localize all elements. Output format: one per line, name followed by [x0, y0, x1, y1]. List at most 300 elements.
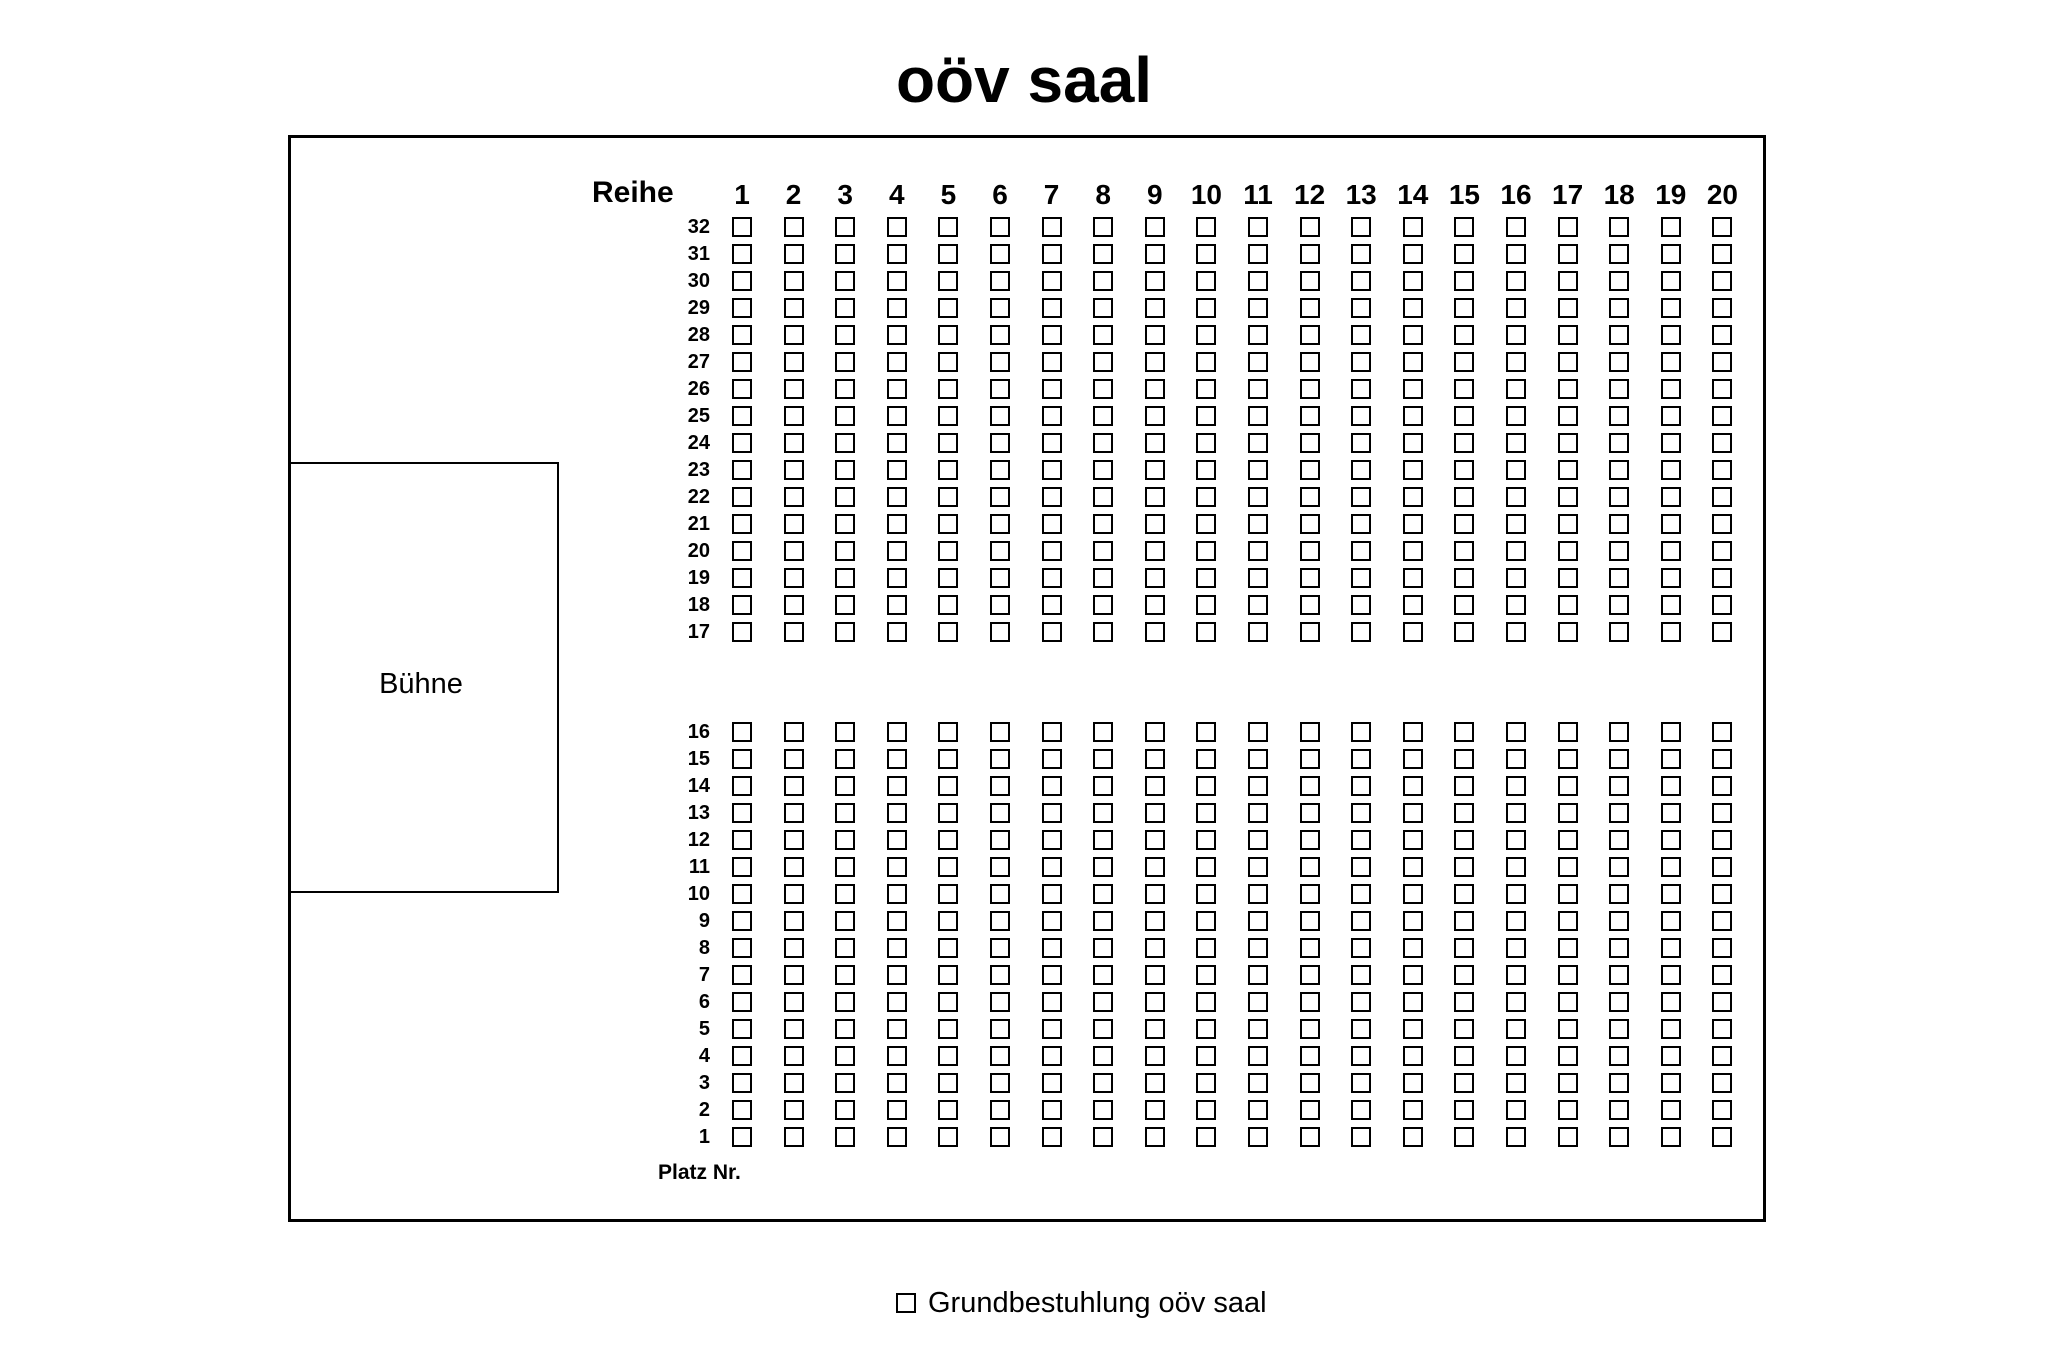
seat-row-28-col-6[interactable] [990, 325, 1010, 345]
seat-row-29-col-11[interactable] [1248, 298, 1268, 318]
seat-row-12-col-2[interactable] [784, 830, 804, 850]
seat-row-2-col-3[interactable] [835, 1100, 855, 1120]
seat-row-26-col-18[interactable] [1609, 379, 1629, 399]
seat-row-11-col-10[interactable] [1196, 857, 1216, 877]
seat-row-10-col-7[interactable] [1042, 884, 1062, 904]
seat-row-11-col-9[interactable] [1145, 857, 1165, 877]
seat-row-9-col-12[interactable] [1300, 911, 1320, 931]
seat-row-17-col-9[interactable] [1145, 622, 1165, 642]
seat-row-17-col-18[interactable] [1609, 622, 1629, 642]
seat-row-17-col-16[interactable] [1506, 622, 1526, 642]
seat-row-19-col-11[interactable] [1248, 568, 1268, 588]
seat-row-30-col-14[interactable] [1403, 271, 1423, 291]
seat-row-19-col-9[interactable] [1145, 568, 1165, 588]
seat-row-1-col-18[interactable] [1609, 1127, 1629, 1147]
seat-row-10-col-12[interactable] [1300, 884, 1320, 904]
seat-row-10-col-14[interactable] [1403, 884, 1423, 904]
seat-row-2-col-16[interactable] [1506, 1100, 1526, 1120]
seat-row-11-col-6[interactable] [990, 857, 1010, 877]
seat-row-1-col-20[interactable] [1712, 1127, 1732, 1147]
seat-row-21-col-16[interactable] [1506, 514, 1526, 534]
seat-row-6-col-8[interactable] [1093, 992, 1113, 1012]
seat-row-29-col-7[interactable] [1042, 298, 1062, 318]
seat-row-21-col-8[interactable] [1093, 514, 1113, 534]
seat-row-31-col-3[interactable] [835, 244, 855, 264]
seat-row-11-col-14[interactable] [1403, 857, 1423, 877]
seat-row-23-col-16[interactable] [1506, 460, 1526, 480]
seat-row-32-col-17[interactable] [1558, 217, 1578, 237]
seat-row-21-col-5[interactable] [938, 514, 958, 534]
seat-row-13-col-10[interactable] [1196, 803, 1216, 823]
seat-row-14-col-11[interactable] [1248, 776, 1268, 796]
seat-row-20-col-5[interactable] [938, 541, 958, 561]
seat-row-3-col-2[interactable] [784, 1073, 804, 1093]
seat-row-25-col-3[interactable] [835, 406, 855, 426]
seat-row-22-col-5[interactable] [938, 487, 958, 507]
seat-row-31-col-4[interactable] [887, 244, 907, 264]
seat-row-32-col-20[interactable] [1712, 217, 1732, 237]
seat-row-23-col-5[interactable] [938, 460, 958, 480]
seat-row-18-col-6[interactable] [990, 595, 1010, 615]
seat-row-16-col-16[interactable] [1506, 722, 1526, 742]
seat-row-12-col-4[interactable] [887, 830, 907, 850]
seat-row-25-col-18[interactable] [1609, 406, 1629, 426]
seat-row-6-col-18[interactable] [1609, 992, 1629, 1012]
seat-row-18-col-4[interactable] [887, 595, 907, 615]
seat-row-4-col-3[interactable] [835, 1046, 855, 1066]
seat-row-28-col-18[interactable] [1609, 325, 1629, 345]
seat-row-10-col-10[interactable] [1196, 884, 1216, 904]
seat-row-13-col-20[interactable] [1712, 803, 1732, 823]
seat-row-14-col-2[interactable] [784, 776, 804, 796]
seat-row-10-col-18[interactable] [1609, 884, 1629, 904]
seat-row-12-col-17[interactable] [1558, 830, 1578, 850]
seat-row-11-col-4[interactable] [887, 857, 907, 877]
seat-row-10-col-2[interactable] [784, 884, 804, 904]
seat-row-4-col-10[interactable] [1196, 1046, 1216, 1066]
seat-row-15-col-20[interactable] [1712, 749, 1732, 769]
seat-row-28-col-17[interactable] [1558, 325, 1578, 345]
seat-row-18-col-1[interactable] [732, 595, 752, 615]
seat-row-16-col-12[interactable] [1300, 722, 1320, 742]
seat-row-29-col-4[interactable] [887, 298, 907, 318]
seat-row-7-col-4[interactable] [887, 965, 907, 985]
seat-row-23-col-11[interactable] [1248, 460, 1268, 480]
seat-row-16-col-14[interactable] [1403, 722, 1423, 742]
seat-row-2-col-20[interactable] [1712, 1100, 1732, 1120]
seat-row-18-col-19[interactable] [1661, 595, 1681, 615]
seat-row-30-col-3[interactable] [835, 271, 855, 291]
seat-row-8-col-2[interactable] [784, 938, 804, 958]
seat-row-28-col-1[interactable] [732, 325, 752, 345]
seat-row-18-col-20[interactable] [1712, 595, 1732, 615]
seat-row-1-col-11[interactable] [1248, 1127, 1268, 1147]
seat-row-23-col-15[interactable] [1454, 460, 1474, 480]
seat-row-28-col-19[interactable] [1661, 325, 1681, 345]
seat-row-31-col-14[interactable] [1403, 244, 1423, 264]
seat-row-25-col-1[interactable] [732, 406, 752, 426]
seat-row-20-col-6[interactable] [990, 541, 1010, 561]
seat-row-28-col-20[interactable] [1712, 325, 1732, 345]
seat-row-9-col-19[interactable] [1661, 911, 1681, 931]
seat-row-5-col-7[interactable] [1042, 1019, 1062, 1039]
seat-row-19-col-15[interactable] [1454, 568, 1474, 588]
seat-row-21-col-10[interactable] [1196, 514, 1216, 534]
seat-row-3-col-14[interactable] [1403, 1073, 1423, 1093]
seat-row-5-col-10[interactable] [1196, 1019, 1216, 1039]
seat-row-9-col-15[interactable] [1454, 911, 1474, 931]
seat-row-24-col-16[interactable] [1506, 433, 1526, 453]
seat-row-30-col-12[interactable] [1300, 271, 1320, 291]
seat-row-15-col-2[interactable] [784, 749, 804, 769]
seat-row-3-col-11[interactable] [1248, 1073, 1268, 1093]
seat-row-15-col-9[interactable] [1145, 749, 1165, 769]
seat-row-19-col-4[interactable] [887, 568, 907, 588]
seat-row-28-col-14[interactable] [1403, 325, 1423, 345]
seat-row-18-col-18[interactable] [1609, 595, 1629, 615]
seat-row-13-col-9[interactable] [1145, 803, 1165, 823]
seat-row-32-col-19[interactable] [1661, 217, 1681, 237]
seat-row-14-col-12[interactable] [1300, 776, 1320, 796]
seat-row-26-col-9[interactable] [1145, 379, 1165, 399]
seat-row-15-col-6[interactable] [990, 749, 1010, 769]
seat-row-25-col-4[interactable] [887, 406, 907, 426]
seat-row-8-col-15[interactable] [1454, 938, 1474, 958]
seat-row-7-col-9[interactable] [1145, 965, 1165, 985]
seat-row-18-col-7[interactable] [1042, 595, 1062, 615]
seat-row-9-col-7[interactable] [1042, 911, 1062, 931]
seat-row-32-col-11[interactable] [1248, 217, 1268, 237]
seat-row-20-col-7[interactable] [1042, 541, 1062, 561]
seat-row-20-col-15[interactable] [1454, 541, 1474, 561]
seat-row-28-col-10[interactable] [1196, 325, 1216, 345]
seat-row-12-col-16[interactable] [1506, 830, 1526, 850]
seat-row-16-col-3[interactable] [835, 722, 855, 742]
seat-row-9-col-6[interactable] [990, 911, 1010, 931]
seat-row-19-col-20[interactable] [1712, 568, 1732, 588]
seat-row-32-col-1[interactable] [732, 217, 752, 237]
seat-row-31-col-8[interactable] [1093, 244, 1113, 264]
seat-row-19-col-1[interactable] [732, 568, 752, 588]
seat-row-25-col-9[interactable] [1145, 406, 1165, 426]
seat-row-5-col-5[interactable] [938, 1019, 958, 1039]
seat-row-28-col-7[interactable] [1042, 325, 1062, 345]
seat-row-27-col-12[interactable] [1300, 352, 1320, 372]
seat-row-25-col-8[interactable] [1093, 406, 1113, 426]
seat-row-11-col-18[interactable] [1609, 857, 1629, 877]
seat-row-26-col-20[interactable] [1712, 379, 1732, 399]
seat-row-4-col-6[interactable] [990, 1046, 1010, 1066]
seat-row-27-col-1[interactable] [732, 352, 752, 372]
seat-row-10-col-5[interactable] [938, 884, 958, 904]
seat-row-4-col-5[interactable] [938, 1046, 958, 1066]
seat-row-20-col-11[interactable] [1248, 541, 1268, 561]
seat-row-15-col-5[interactable] [938, 749, 958, 769]
seat-row-17-col-4[interactable] [887, 622, 907, 642]
seat-row-24-col-12[interactable] [1300, 433, 1320, 453]
seat-row-22-col-12[interactable] [1300, 487, 1320, 507]
seat-row-13-col-6[interactable] [990, 803, 1010, 823]
seat-row-5-col-20[interactable] [1712, 1019, 1732, 1039]
seat-row-27-col-14[interactable] [1403, 352, 1423, 372]
seat-row-24-col-20[interactable] [1712, 433, 1732, 453]
seat-row-6-col-17[interactable] [1558, 992, 1578, 1012]
seat-row-19-col-13[interactable] [1351, 568, 1371, 588]
seat-row-22-col-4[interactable] [887, 487, 907, 507]
seat-row-5-col-9[interactable] [1145, 1019, 1165, 1039]
seat-row-17-col-13[interactable] [1351, 622, 1371, 642]
seat-row-17-col-15[interactable] [1454, 622, 1474, 642]
seat-row-9-col-1[interactable] [732, 911, 752, 931]
seat-row-5-col-13[interactable] [1351, 1019, 1371, 1039]
seat-row-13-col-5[interactable] [938, 803, 958, 823]
seat-row-5-col-6[interactable] [990, 1019, 1010, 1039]
seat-row-4-col-16[interactable] [1506, 1046, 1526, 1066]
seat-row-10-col-1[interactable] [732, 884, 752, 904]
seat-row-8-col-18[interactable] [1609, 938, 1629, 958]
seat-row-17-col-14[interactable] [1403, 622, 1423, 642]
seat-row-11-col-20[interactable] [1712, 857, 1732, 877]
seat-row-2-col-17[interactable] [1558, 1100, 1578, 1120]
seat-row-5-col-14[interactable] [1403, 1019, 1423, 1039]
seat-row-17-col-2[interactable] [784, 622, 804, 642]
seat-row-19-col-5[interactable] [938, 568, 958, 588]
seat-row-18-col-17[interactable] [1558, 595, 1578, 615]
seat-row-23-col-18[interactable] [1609, 460, 1629, 480]
seat-row-3-col-10[interactable] [1196, 1073, 1216, 1093]
seat-row-3-col-4[interactable] [887, 1073, 907, 1093]
seat-row-22-col-1[interactable] [732, 487, 752, 507]
seat-row-2-col-12[interactable] [1300, 1100, 1320, 1120]
seat-row-3-col-15[interactable] [1454, 1073, 1474, 1093]
seat-row-15-col-12[interactable] [1300, 749, 1320, 769]
seat-row-22-col-8[interactable] [1093, 487, 1113, 507]
seat-row-24-col-6[interactable] [990, 433, 1010, 453]
seat-row-18-col-12[interactable] [1300, 595, 1320, 615]
seat-row-27-col-2[interactable] [784, 352, 804, 372]
seat-row-2-col-2[interactable] [784, 1100, 804, 1120]
seat-row-11-col-8[interactable] [1093, 857, 1113, 877]
seat-row-16-col-5[interactable] [938, 722, 958, 742]
seat-row-3-col-17[interactable] [1558, 1073, 1578, 1093]
seat-row-2-col-13[interactable] [1351, 1100, 1371, 1120]
seat-row-25-col-6[interactable] [990, 406, 1010, 426]
seat-row-23-col-9[interactable] [1145, 460, 1165, 480]
seat-row-32-col-18[interactable] [1609, 217, 1629, 237]
seat-row-6-col-2[interactable] [784, 992, 804, 1012]
seat-row-14-col-9[interactable] [1145, 776, 1165, 796]
seat-row-6-col-19[interactable] [1661, 992, 1681, 1012]
seat-row-19-col-17[interactable] [1558, 568, 1578, 588]
seat-row-12-col-10[interactable] [1196, 830, 1216, 850]
seat-row-30-col-9[interactable] [1145, 271, 1165, 291]
seat-row-7-col-16[interactable] [1506, 965, 1526, 985]
seat-row-12-col-8[interactable] [1093, 830, 1113, 850]
seat-row-22-col-16[interactable] [1506, 487, 1526, 507]
seat-row-6-col-11[interactable] [1248, 992, 1268, 1012]
seat-row-5-col-8[interactable] [1093, 1019, 1113, 1039]
seat-row-18-col-2[interactable] [784, 595, 804, 615]
seat-row-5-col-1[interactable] [732, 1019, 752, 1039]
seat-row-17-col-20[interactable] [1712, 622, 1732, 642]
seat-row-22-col-17[interactable] [1558, 487, 1578, 507]
seat-row-11-col-15[interactable] [1454, 857, 1474, 877]
seat-row-13-col-11[interactable] [1248, 803, 1268, 823]
seat-row-6-col-6[interactable] [990, 992, 1010, 1012]
seat-row-31-col-5[interactable] [938, 244, 958, 264]
seat-row-25-col-10[interactable] [1196, 406, 1216, 426]
seat-row-7-col-7[interactable] [1042, 965, 1062, 985]
seat-row-6-col-15[interactable] [1454, 992, 1474, 1012]
seat-row-4-col-20[interactable] [1712, 1046, 1732, 1066]
seat-row-14-col-3[interactable] [835, 776, 855, 796]
seat-row-21-col-19[interactable] [1661, 514, 1681, 534]
seat-row-16-col-20[interactable] [1712, 722, 1732, 742]
seat-row-2-col-18[interactable] [1609, 1100, 1629, 1120]
seat-row-26-col-13[interactable] [1351, 379, 1371, 399]
seat-row-25-col-13[interactable] [1351, 406, 1371, 426]
seat-row-23-col-12[interactable] [1300, 460, 1320, 480]
seat-row-25-col-7[interactable] [1042, 406, 1062, 426]
seat-row-18-col-3[interactable] [835, 595, 855, 615]
seat-row-17-col-19[interactable] [1661, 622, 1681, 642]
seat-row-16-col-19[interactable] [1661, 722, 1681, 742]
seat-row-1-col-1[interactable] [732, 1127, 752, 1147]
seat-row-22-col-14[interactable] [1403, 487, 1423, 507]
seat-row-6-col-1[interactable] [732, 992, 752, 1012]
seat-row-16-col-2[interactable] [784, 722, 804, 742]
seat-row-5-col-11[interactable] [1248, 1019, 1268, 1039]
seat-row-8-col-4[interactable] [887, 938, 907, 958]
seat-row-7-col-11[interactable] [1248, 965, 1268, 985]
seat-row-23-col-7[interactable] [1042, 460, 1062, 480]
seat-row-24-col-4[interactable] [887, 433, 907, 453]
seat-row-2-col-14[interactable] [1403, 1100, 1423, 1120]
seat-row-9-col-11[interactable] [1248, 911, 1268, 931]
seat-row-26-col-12[interactable] [1300, 379, 1320, 399]
seat-row-21-col-3[interactable] [835, 514, 855, 534]
seat-row-9-col-10[interactable] [1196, 911, 1216, 931]
seat-row-3-col-6[interactable] [990, 1073, 1010, 1093]
seat-row-7-col-19[interactable] [1661, 965, 1681, 985]
seat-row-16-col-11[interactable] [1248, 722, 1268, 742]
seat-row-24-col-1[interactable] [732, 433, 752, 453]
seat-row-24-col-2[interactable] [784, 433, 804, 453]
seat-row-10-col-11[interactable] [1248, 884, 1268, 904]
seat-row-20-col-2[interactable] [784, 541, 804, 561]
seat-row-31-col-13[interactable] [1351, 244, 1371, 264]
seat-row-10-col-4[interactable] [887, 884, 907, 904]
seat-row-29-col-13[interactable] [1351, 298, 1371, 318]
seat-row-29-col-9[interactable] [1145, 298, 1165, 318]
seat-row-11-col-2[interactable] [784, 857, 804, 877]
seat-row-32-col-15[interactable] [1454, 217, 1474, 237]
seat-row-15-col-3[interactable] [835, 749, 855, 769]
seat-row-1-col-5[interactable] [938, 1127, 958, 1147]
seat-row-23-col-19[interactable] [1661, 460, 1681, 480]
seat-row-29-col-14[interactable] [1403, 298, 1423, 318]
seat-row-27-col-7[interactable] [1042, 352, 1062, 372]
seat-row-14-col-13[interactable] [1351, 776, 1371, 796]
seat-row-25-col-19[interactable] [1661, 406, 1681, 426]
seat-row-18-col-5[interactable] [938, 595, 958, 615]
seat-row-3-col-20[interactable] [1712, 1073, 1732, 1093]
seat-row-20-col-19[interactable] [1661, 541, 1681, 561]
seat-row-25-col-16[interactable] [1506, 406, 1526, 426]
seat-row-28-col-8[interactable] [1093, 325, 1113, 345]
seat-row-14-col-8[interactable] [1093, 776, 1113, 796]
seat-row-23-col-14[interactable] [1403, 460, 1423, 480]
seat-row-32-col-9[interactable] [1145, 217, 1165, 237]
seat-row-2-col-8[interactable] [1093, 1100, 1113, 1120]
seat-row-7-col-15[interactable] [1454, 965, 1474, 985]
seat-row-25-col-17[interactable] [1558, 406, 1578, 426]
seat-row-2-col-1[interactable] [732, 1100, 752, 1120]
seat-row-21-col-6[interactable] [990, 514, 1010, 534]
seat-row-18-col-10[interactable] [1196, 595, 1216, 615]
seat-row-3-col-12[interactable] [1300, 1073, 1320, 1093]
seat-row-18-col-9[interactable] [1145, 595, 1165, 615]
seat-row-25-col-15[interactable] [1454, 406, 1474, 426]
seat-row-20-col-8[interactable] [1093, 541, 1113, 561]
seat-row-14-col-16[interactable] [1506, 776, 1526, 796]
seat-row-30-col-5[interactable] [938, 271, 958, 291]
seat-row-16-col-6[interactable] [990, 722, 1010, 742]
seat-row-6-col-3[interactable] [835, 992, 855, 1012]
seat-row-30-col-4[interactable] [887, 271, 907, 291]
seat-row-8-col-5[interactable] [938, 938, 958, 958]
seat-row-8-col-3[interactable] [835, 938, 855, 958]
seat-row-19-col-12[interactable] [1300, 568, 1320, 588]
seat-row-17-col-6[interactable] [990, 622, 1010, 642]
seat-row-18-col-15[interactable] [1454, 595, 1474, 615]
seat-row-30-col-8[interactable] [1093, 271, 1113, 291]
seat-row-28-col-2[interactable] [784, 325, 804, 345]
seat-row-4-col-4[interactable] [887, 1046, 907, 1066]
seat-row-19-col-19[interactable] [1661, 568, 1681, 588]
seat-row-12-col-6[interactable] [990, 830, 1010, 850]
seat-row-1-col-16[interactable] [1506, 1127, 1526, 1147]
seat-row-10-col-17[interactable] [1558, 884, 1578, 904]
seat-row-29-col-18[interactable] [1609, 298, 1629, 318]
seat-row-14-col-6[interactable] [990, 776, 1010, 796]
seat-row-8-col-7[interactable] [1042, 938, 1062, 958]
seat-row-13-col-18[interactable] [1609, 803, 1629, 823]
seat-row-7-col-8[interactable] [1093, 965, 1113, 985]
seat-row-28-col-13[interactable] [1351, 325, 1371, 345]
seat-row-29-col-17[interactable] [1558, 298, 1578, 318]
seat-row-5-col-3[interactable] [835, 1019, 855, 1039]
seat-row-5-col-12[interactable] [1300, 1019, 1320, 1039]
seat-row-8-col-1[interactable] [732, 938, 752, 958]
seat-row-5-col-2[interactable] [784, 1019, 804, 1039]
seat-row-31-col-17[interactable] [1558, 244, 1578, 264]
seat-row-23-col-17[interactable] [1558, 460, 1578, 480]
seat-row-20-col-12[interactable] [1300, 541, 1320, 561]
seat-row-10-col-16[interactable] [1506, 884, 1526, 904]
seat-row-5-col-4[interactable] [887, 1019, 907, 1039]
seat-row-29-col-15[interactable] [1454, 298, 1474, 318]
seat-row-26-col-11[interactable] [1248, 379, 1268, 399]
seat-row-27-col-16[interactable] [1506, 352, 1526, 372]
seat-row-4-col-8[interactable] [1093, 1046, 1113, 1066]
seat-row-29-col-8[interactable] [1093, 298, 1113, 318]
seat-row-6-col-4[interactable] [887, 992, 907, 1012]
seat-row-21-col-2[interactable] [784, 514, 804, 534]
seat-row-13-col-4[interactable] [887, 803, 907, 823]
seat-row-13-col-15[interactable] [1454, 803, 1474, 823]
seat-row-21-col-14[interactable] [1403, 514, 1423, 534]
